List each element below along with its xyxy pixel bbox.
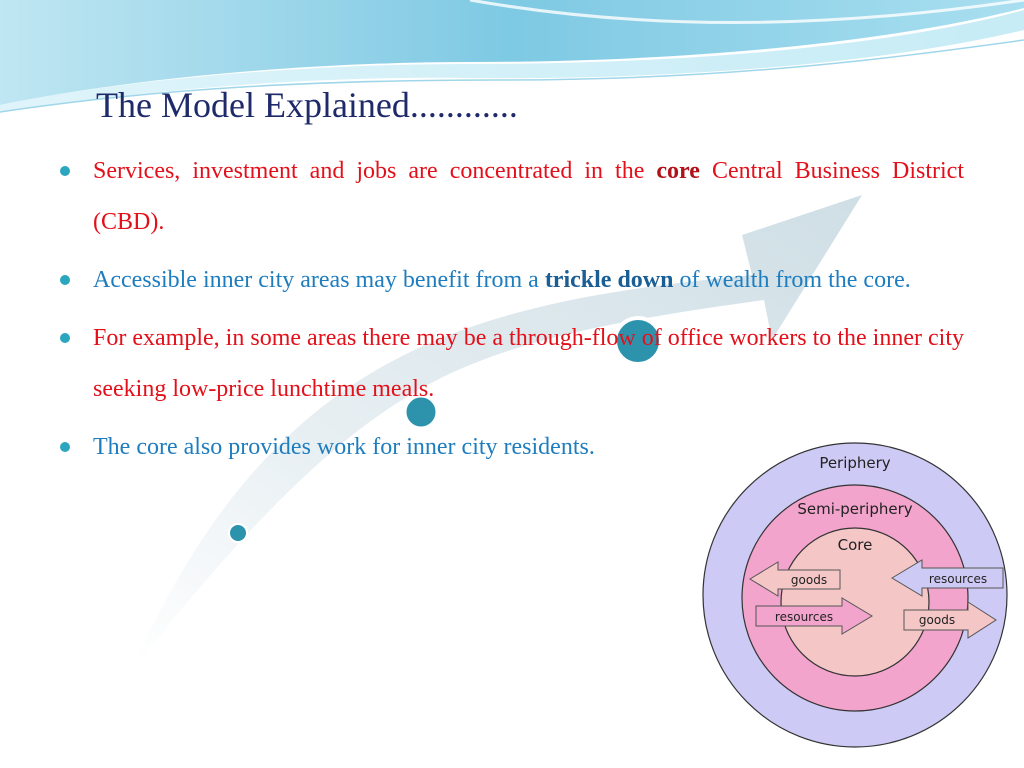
bullet-dot-icon: [60, 166, 70, 176]
bullet-dot-icon: [60, 275, 70, 285]
bullet-dot-icon: [60, 333, 70, 343]
bullet-list: [58, 146, 964, 480]
periphery-label: Periphery: [819, 454, 891, 472]
arrow-marker-small: [229, 524, 247, 542]
bullet-item-example: For example, in some areas there may be a through-flow of office workers to the inner city seeking low-price lunchtime meals.: [58, 313, 964, 415]
bullet-item-core: Services, investment and jobs are concentrated in the core Central Business District (CBD).: [58, 146, 964, 248]
bullet-dot-icon: [60, 442, 70, 452]
slide-title: The Model Explained............: [96, 85, 518, 125]
goods-in-label: goods: [918, 613, 956, 627]
semi-periphery-label: Semi-periphery: [797, 500, 913, 518]
bullet-item-work: The core also provides work for inner city residents.: [58, 422, 964, 473]
core-label: Core: [837, 536, 873, 554]
bullet-item-trickle-down: Accessible inner city areas may benefit from a trickle down of wealth from the core.: [58, 255, 964, 306]
goods-out-label: goods: [790, 573, 828, 587]
resources-out-label: resources: [774, 610, 834, 624]
emphasis-core: core: [656, 158, 700, 184]
core-periphery-diagram: [700, 440, 1010, 750]
emphasis-trickle-down: trickle down: [544, 267, 674, 293]
resources-in-label: resources: [928, 572, 988, 586]
